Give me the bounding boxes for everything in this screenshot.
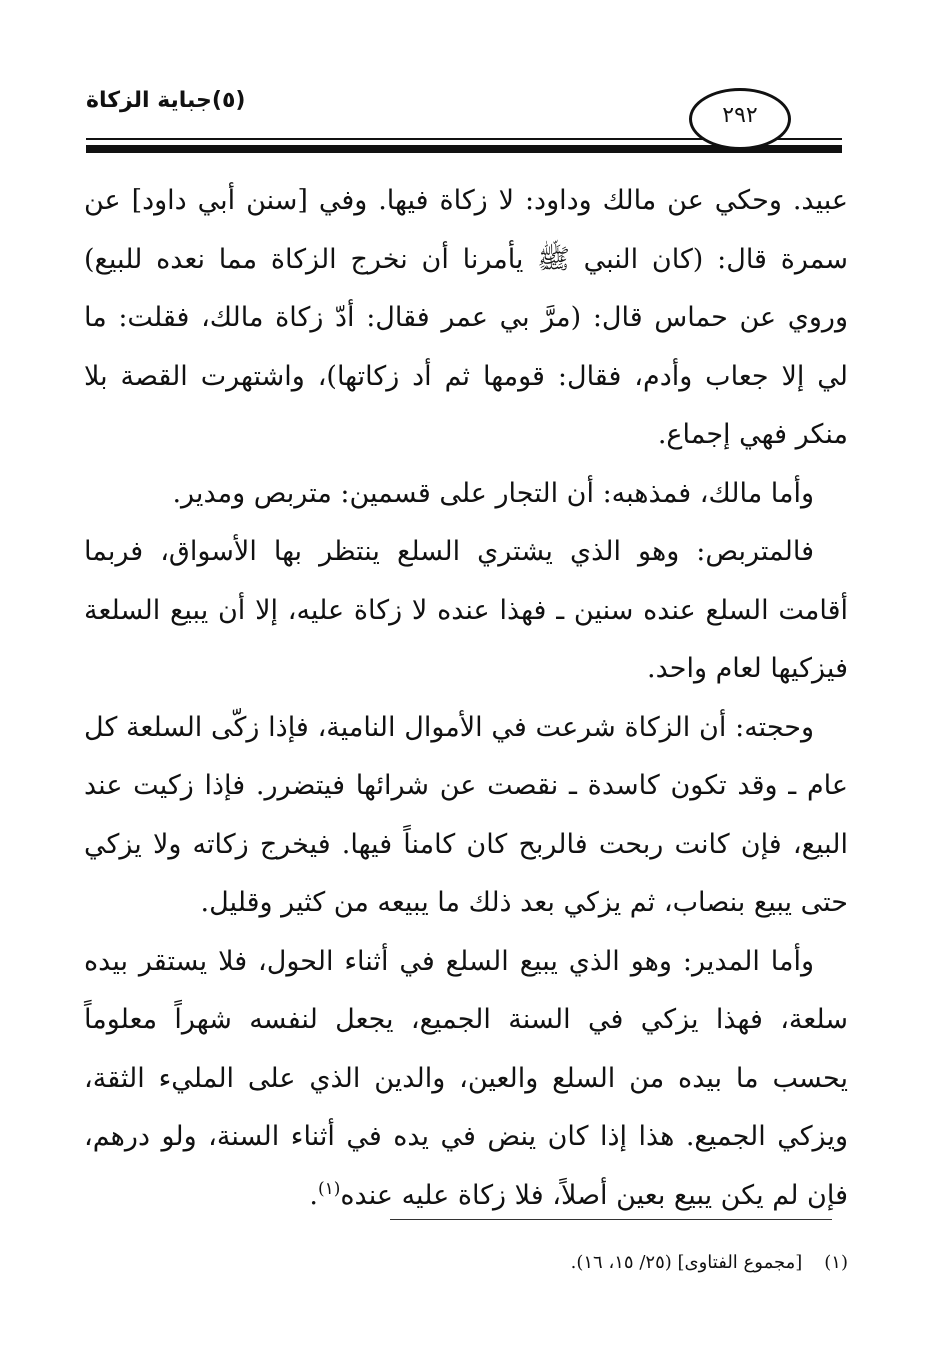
paragraph: فالمتربص: وهو الذي يشتري السلع ينتظر بها الأسواق، فربما أقامت السلع عنده سنين ـ فهذا عنده لا زكاة عليه، إلا أن يبيع السلعة فيزكيها لعام واحد. — [84, 536, 848, 684]
footnote-separator — [390, 1219, 832, 1220]
paragraph: وأما مالك، فمذهبه: أن التجار على قسمين: متربص ومدير. — [172, 477, 814, 509]
page-number: ٢٩٢ — [722, 103, 758, 128]
paragraph: عبيد. وحكي عن مالك وداود: لا زكاة فيها. وفي [سنن أبي داود] عن سمرة قال: (كان النبي ﷺ يأمرنا أن نخرج الزكاة مما نعده للبيع) وروي عن حماس قال: (مرَّ بي عمر فقال: أدّ زكاة مالك، فقلت: ما لي إلا جعاب وأدم، فقال: قومها ثم أد زكاتها)، واشتهرت القصة بلا منكر فهي إجماع. — [84, 185, 848, 450]
footnote-text: [مجموع الفتاوى] (٢٥/ ١٥، ١٦). — [570, 1252, 803, 1273]
paragraph-end-punctuation: . — [309, 1179, 318, 1211]
footnote-marker: (١) — [824, 1252, 848, 1273]
running-title: (٥)جباية الزكاة — [86, 88, 246, 113]
paragraph-with-footnote — [84, 933, 848, 1226]
footnote — [300, 1252, 848, 1273]
body-text — [84, 172, 848, 1225]
footnote-reference[interactable]: (١) — [317, 1178, 341, 1199]
paragraph: وحجته: أن الزكاة شرعت في الأموال النامية، فإذا زكّى السلعة كل عام ـ وقد تكون كاسدة ـ نقصت عن شرائها فيتضرر. فإذا زكيت عند البيع، فإن كانت ربحت فالربح كان كامناً فيها. فيخرج زكاته ولا يزكي حتى يبيع بنصاب، ثم يزكي بعد ذلك ما يبيعه من كثير وقليل. — [84, 711, 848, 918]
paragraph-text: وأما المدير: وهو الذي يبيع السلع في أثناء الحول، فلا يستقر بيده سلعة، فهذا يزكي في السنة الجميع، يجعل لنفسه شهراً معلوماً يحسب ما بيده من السلع والعين، والدين الذي على المليء الثقة، ويزكي الجميع. هذا إذا كان ينض في يده في أثناء السنة، ولو درهم، فإن لم يكن يبيع بعين أصلاً، فلا زكاة عليه عنده — [84, 945, 848, 1211]
page-number-oval — [689, 88, 791, 150]
